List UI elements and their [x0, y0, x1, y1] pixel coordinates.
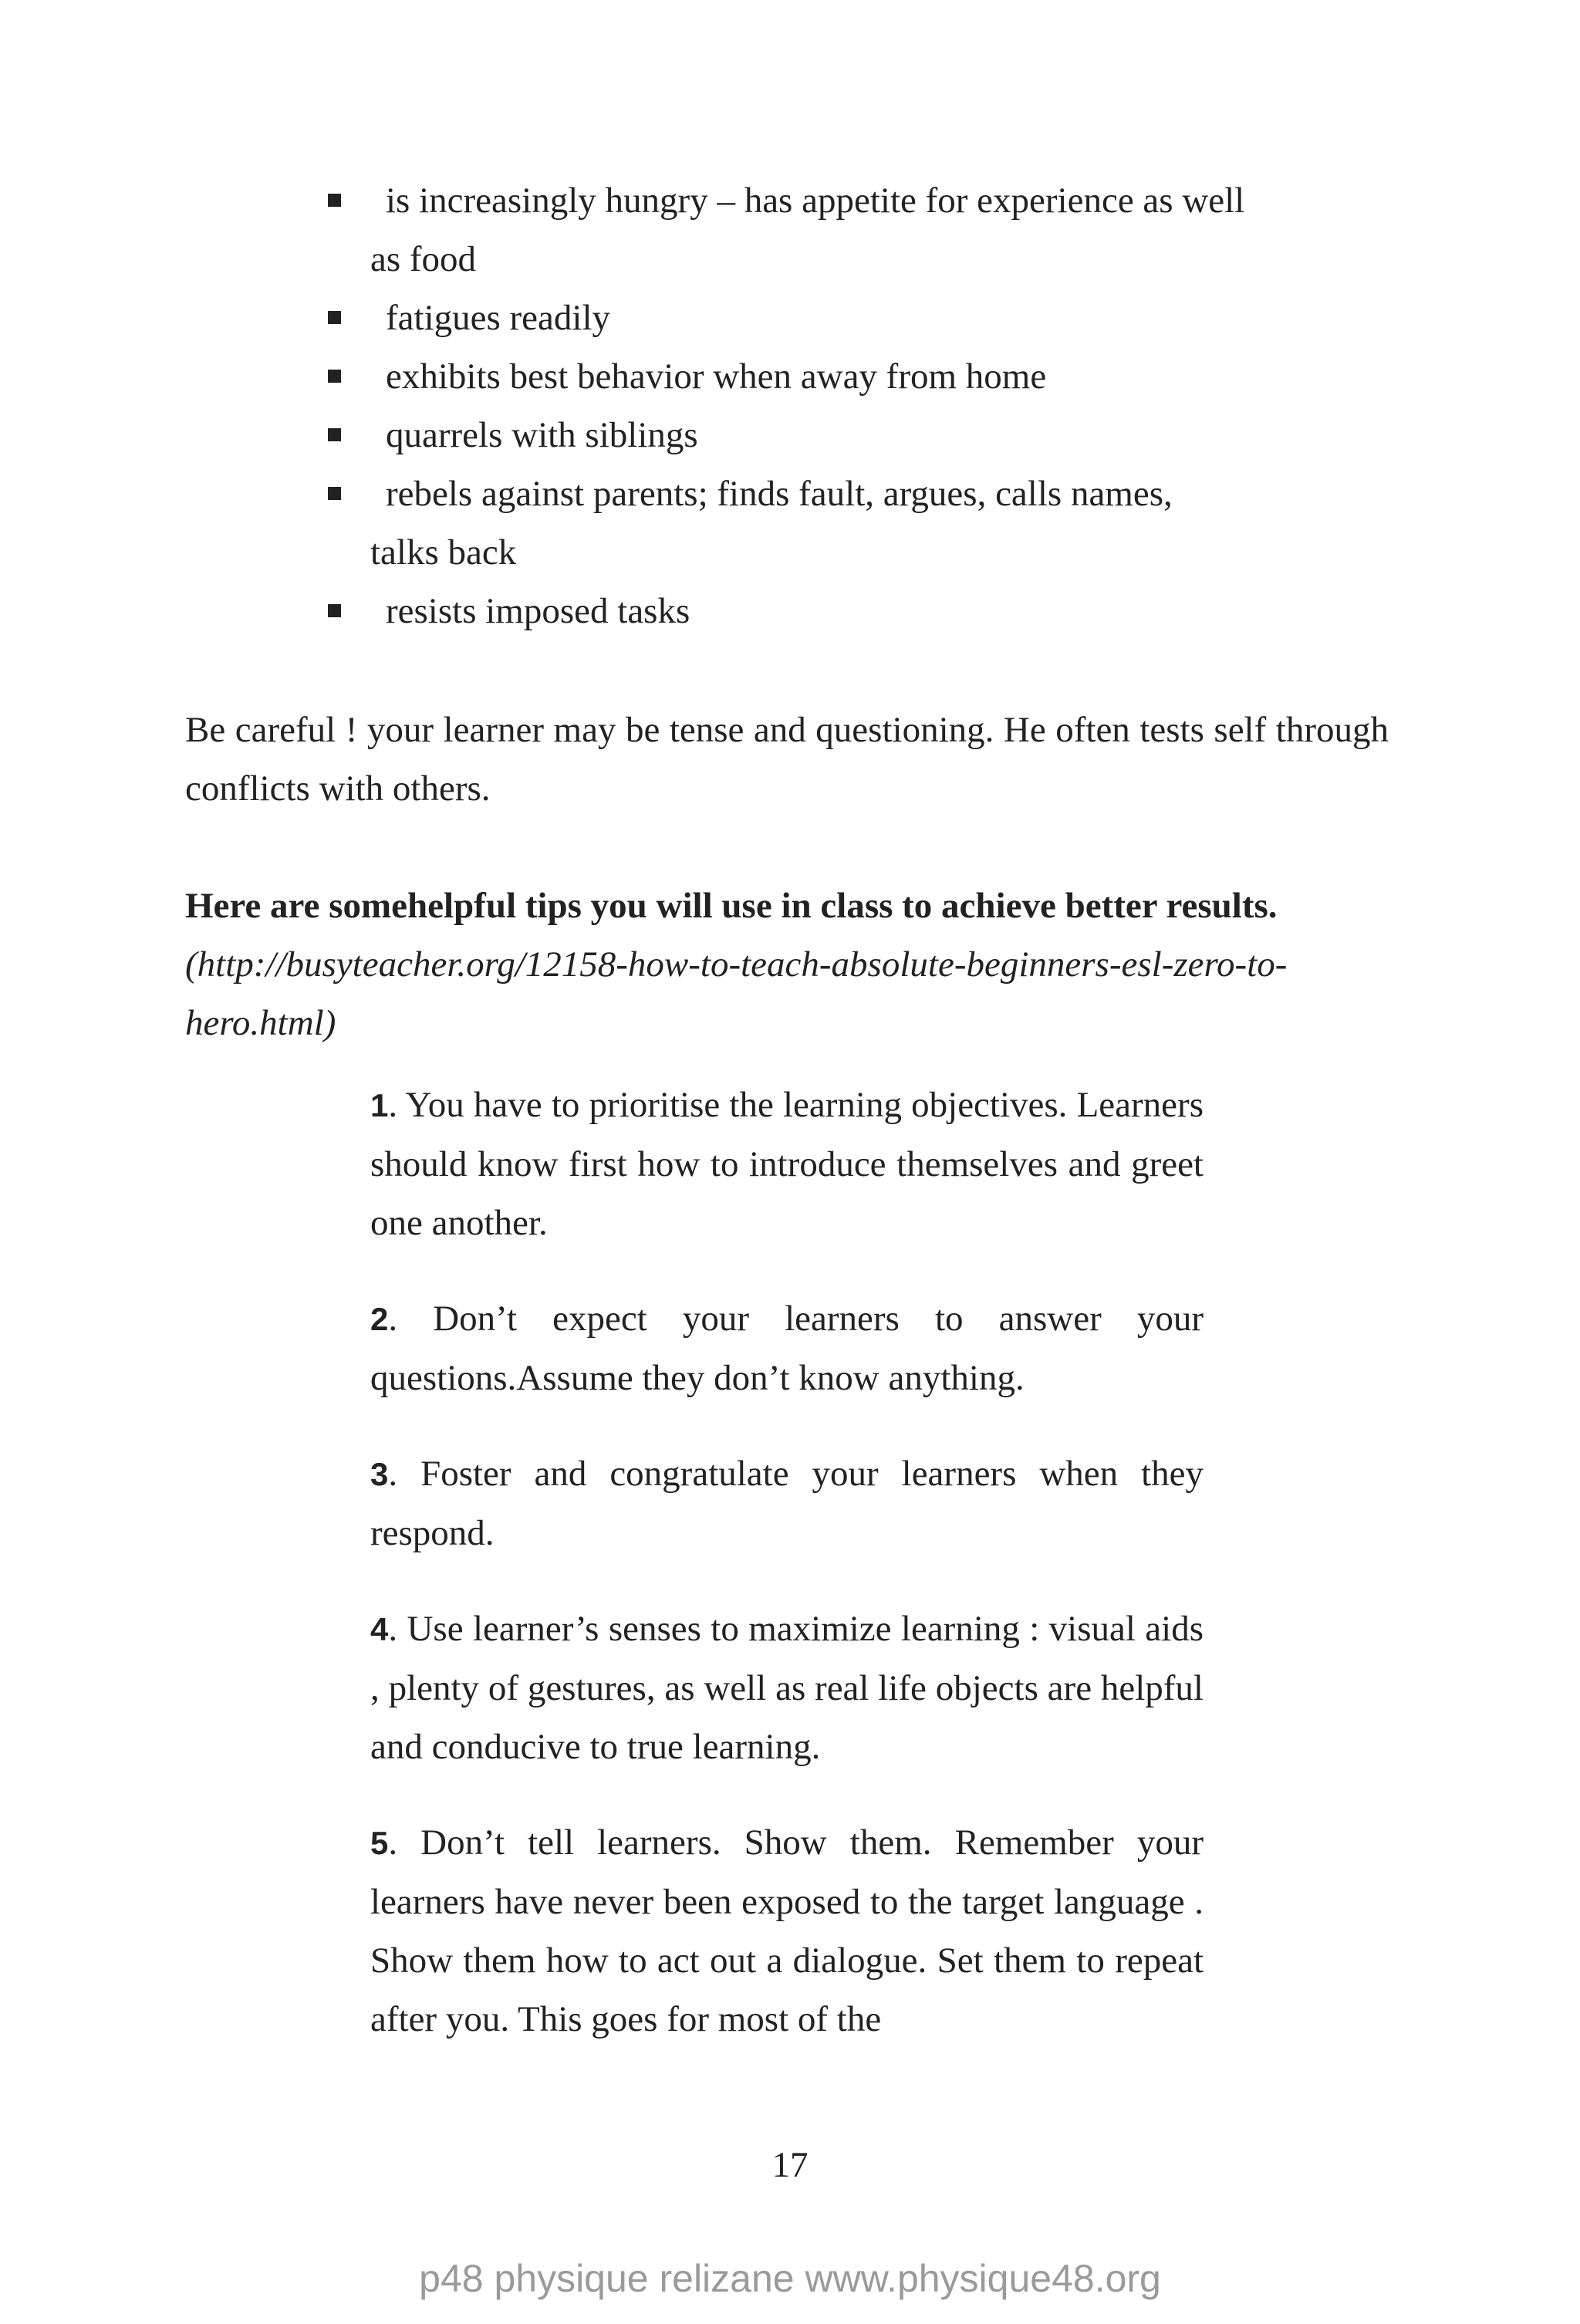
list-item — [324, 347, 1250, 406]
tip-number-separator: . — [388, 1822, 398, 1863]
list-item-text: is increasingly hungry – has appetite for experience as well as food — [370, 181, 1245, 279]
tip-text: You have to prioritise the learning objectives. Learners should know first how to introduce themselves and greet one another. — [370, 1085, 1204, 1243]
list-item — [324, 289, 1250, 347]
page-number: 17 — [771, 2145, 809, 2185]
tip-item — [370, 1444, 1204, 1562]
list-item-text: fatigues readily — [386, 298, 611, 338]
square-bullet-icon — [328, 194, 341, 207]
tips-source-link[interactable]: (http://busyteacher.org/12158-how-to-teach-absolute-beginners-esl-zero-to-hero.html) — [185, 944, 1288, 1043]
tip-number-separator: . — [388, 1085, 398, 1125]
tips-list — [370, 1076, 1204, 2086]
tip-text: Foster and congratulate your learners when they respond. — [370, 1454, 1204, 1553]
tip-number: 2 — [370, 1301, 389, 1337]
square-bullet-icon — [328, 604, 341, 617]
footer-watermark: p48 physique relizane www.physique48.org — [419, 2257, 1161, 2300]
list-item-text: exhibits best behavior when away from home — [386, 356, 1047, 397]
tips-heading: Here are somehelpful tips you will use in class to achieve better results. — [185, 886, 1278, 926]
tip-item — [370, 1599, 1204, 1776]
list-item-text: quarrels with siblings — [386, 415, 698, 455]
tip-number: 4 — [370, 1611, 389, 1647]
list-item — [324, 406, 1250, 464]
tip-number: 1 — [370, 1087, 389, 1123]
list-item — [324, 171, 1250, 289]
list-item-text: rebels against parents; finds fault, argues, calls names, talks back — [370, 474, 1173, 573]
tip-number-separator: . — [388, 1299, 398, 1339]
tip-number-separator: . — [388, 1609, 398, 1649]
tip-number: 5 — [370, 1825, 389, 1861]
tip-number: 3 — [370, 1456, 389, 1492]
careful-paragraph: Be careful ! your learner may be tense and questioning. He often tests self through conflicts with others. — [185, 710, 1389, 809]
tip-text: Don’t expect your learners to answer your questions.Assume they don’t know anything. — [370, 1299, 1204, 1398]
list-item — [324, 582, 1250, 640]
tip-text: Don’t tell learners. Show them. Remember your learners have never been exposed to the target language . Show them how to act out a dialogue. Set them to repeat after you. This goes for most of the — [370, 1822, 1204, 2039]
square-bullet-icon — [328, 428, 341, 441]
tip-number-separator: . — [388, 1454, 398, 1494]
tip-item — [370, 1076, 1204, 1252]
list-item — [324, 464, 1250, 582]
characteristics-list — [324, 171, 1250, 640]
tip-text: Use learner’s senses to maximize learning : visual aids , plenty of gestures, as well as real life objects are helpful and conducive to true learning. — [370, 1609, 1204, 1767]
tip-item — [370, 1813, 1204, 2049]
list-item-text: resists imposed tasks — [386, 591, 690, 631]
square-bullet-icon — [328, 311, 341, 324]
tip-item — [370, 1289, 1204, 1407]
square-bullet-icon — [328, 487, 341, 500]
square-bullet-icon — [328, 370, 341, 383]
